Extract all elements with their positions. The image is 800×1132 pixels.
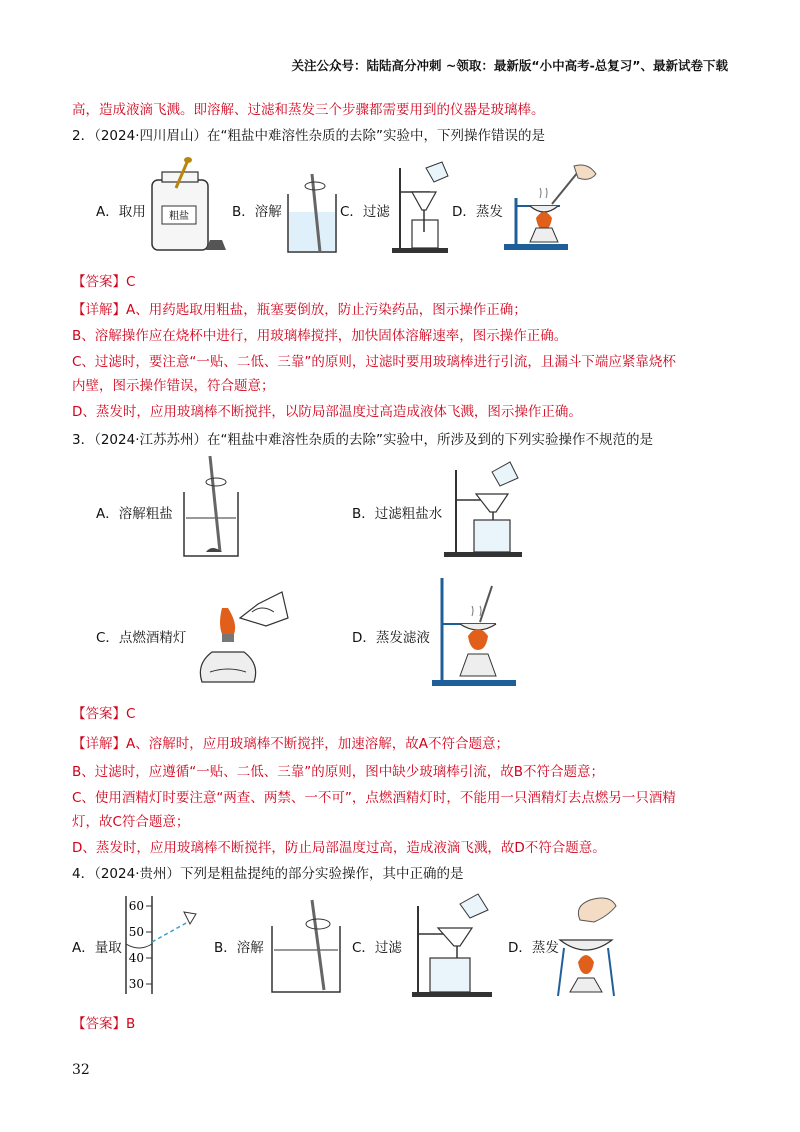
q3-answer: C (126, 706, 136, 722)
q2-figure-c (390, 158, 450, 256)
q3-option-d: D．蒸发滤液 (352, 630, 430, 646)
tick-60: 60 (128, 899, 144, 913)
q3-figure-a (180, 452, 244, 560)
q4-option-c: C．过滤 (352, 940, 402, 956)
q4-option-a: A．量取 (72, 940, 122, 956)
q2-option-a: A．取用 (96, 204, 146, 220)
q3-detail-3: 灯，故C符合题意； (72, 814, 190, 830)
q3-option-c: C．点燃酒精灯 (96, 630, 187, 646)
q4-stem: 4．（2024·贵州）下列是粗盐提纯的部分实验操作，其中正确的是 (72, 866, 464, 882)
q2-option-c: C．过滤 (340, 204, 390, 220)
q2-answer: C (126, 274, 136, 290)
q3-figure-b (440, 452, 526, 560)
q2-detail-4: D、蒸发时，应用玻璃棒不断搅拌，以防局部温度过高造成液体飞溅，图示操作正确。 (72, 404, 582, 420)
q3-option-a: A．溶解粗盐 (96, 506, 173, 522)
q4-figure-d (554, 892, 624, 1002)
answer-tag: 【答案】 (72, 274, 126, 290)
q3-figure-d (430, 572, 516, 690)
q2-figure-b (284, 168, 340, 256)
q3-detail-4: D、蒸发时，应用玻璃棒不断搅拌，防止局部温度过高，造成液滴飞溅，故D不符合题意。 (72, 840, 606, 856)
q2-figure-a (148, 158, 228, 254)
q3-detail-1: B、过滤时，应遵循“一贴、二低、三靠”的原则，图中缺少玻璃棒引流，故B不符合题意； (72, 764, 605, 780)
q3-figure-c (192, 578, 292, 688)
q2-detail-1: B、溶解操作应在烧杯中进行，用玻璃棒搅拌，加快固体溶解速率，图示操作正确。 (72, 328, 568, 344)
q4-option-d: D．蒸发 (508, 940, 559, 956)
tick-40: 40 (128, 951, 144, 965)
q2-detail-0: 【详解】A、用药匙取用粗盐，瓶塞要倒放，防止污染药品，图示操作正确； (72, 302, 527, 318)
q2-detail-2: C、过滤时，要注意“一贴、二低、三靠”的原则，过滤时要用玻璃棒进行引流，且漏斗下端应紧靠烧杯 (72, 354, 676, 370)
q4-option-b: B．溶解 (214, 940, 264, 956)
q3-answer-line: 【答案】C (72, 706, 136, 722)
q2-stem: 2．（2024·四川眉山）在“粗盐中难溶性杂质的去除”实验中，下列操作错误的是 (72, 128, 545, 144)
q2-figure-d (500, 158, 600, 258)
q2-option-d: D．蒸发 (452, 204, 503, 220)
tick-50: 50 (128, 925, 144, 939)
q3-detail-2: C、使用酒精灯时要注意“两查、两禁、一不可”，点燃酒精灯时，不能用一只酒精灯去点燃另一只酒精 (72, 790, 676, 806)
intro-line: 高，造成液滴飞溅。即溶解、过滤和蒸发三个步骤都需要用到的仪器是玻璃棒。 (72, 102, 545, 118)
tick-30: 30 (128, 977, 144, 991)
q4-figure-a (122, 894, 212, 998)
page-number: 32 (72, 1062, 90, 1078)
q4-answer-line: 【答案】B (72, 1016, 136, 1032)
page-header: 关注公众号：陆陆高分冲刺 ~领取：最新版“小中高考-总复习”、最新试卷下载 (291, 58, 728, 73)
q3-detail-0: 【详解】A、溶解时，应用玻璃棒不断搅拌，加速溶解，故A不符合题意； (72, 736, 509, 752)
q2-answer-line (72, 270, 135, 290)
q2-option-b: B．溶解 (232, 204, 282, 220)
detail-tag: 【详解】 (72, 302, 126, 318)
q4-figure-b (268, 898, 344, 996)
q3-option-b: B．过滤粗盐水 (352, 506, 443, 522)
q4-figure-c (410, 892, 494, 998)
q3-stem: 3．（2024·江苏苏州）在“粗盐中难溶性杂质的去除”实验中，所涉及到的下列实验操作不规范的是 (72, 432, 653, 448)
bottle-label: 粗盐 (169, 211, 189, 222)
q4-answer: B (126, 1016, 136, 1032)
q2-detail-3: 内壁，图示操作错误，符合题意； (72, 378, 275, 394)
